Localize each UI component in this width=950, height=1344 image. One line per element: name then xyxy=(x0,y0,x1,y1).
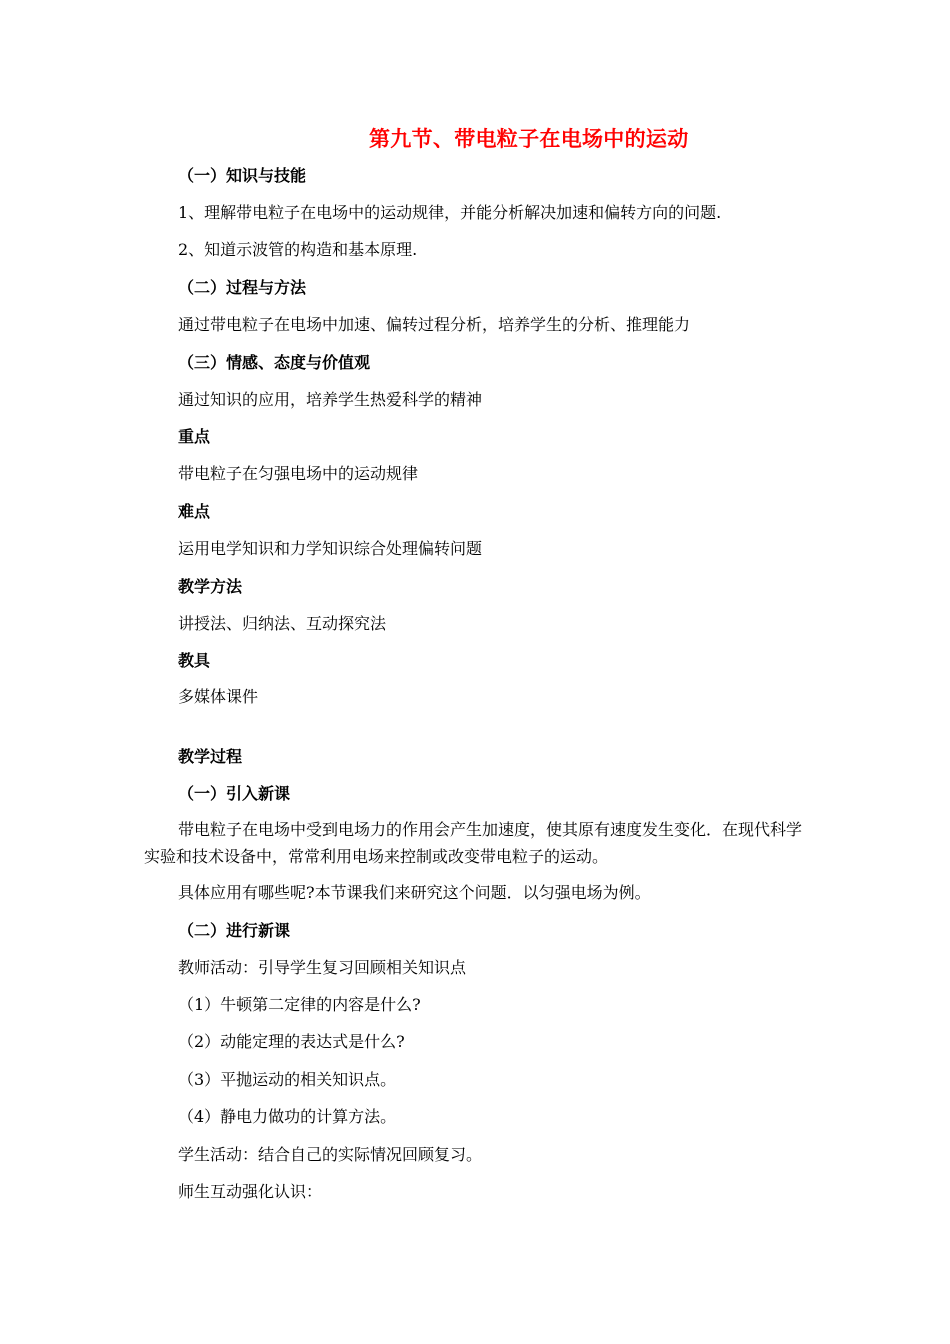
method-text: 讲授法、归纳法、互动探究法 xyxy=(178,614,387,633)
key-point-heading: 重点 xyxy=(178,427,211,446)
new-lesson-heading: （二）进行新课 xyxy=(178,921,291,940)
intro-paragraph: 带电粒子在电场中受到电场力的作用会产生加速度，使其原有速度发生变化．在现代科学实验和技术设备中，常常利用电场来控制或改变带电粒子的运动。 xyxy=(144,820,803,866)
intro-question: 具体应用有哪些呢?本节课我们来研究这个问题．以匀强电场为例。 xyxy=(178,883,651,902)
difficulty-text: 运用电学知识和力学知识综合处理偏转问题 xyxy=(178,539,483,558)
interaction-text: 师生互动强化认识： xyxy=(178,1182,323,1201)
knowledge-heading: （一）知识与技能 xyxy=(178,166,307,185)
method-heading: 教学方法 xyxy=(178,577,243,596)
question-1: （1）牛顿第二定律的内容是什么? xyxy=(178,995,421,1014)
knowledge-item-1: 1、理解带电粒子在电场中的运动规律，并能分析解决加速和偏转方向的问题. xyxy=(178,203,722,222)
document-title: 第九节、带电粒子在电场中的运动 xyxy=(369,127,689,151)
intro-heading: （一）引入新课 xyxy=(178,784,291,803)
student-activity: 学生活动：结合自己的实际情况回顾复习。 xyxy=(178,1145,483,1164)
process-method-heading: （二）过程与方法 xyxy=(178,278,307,297)
tools-heading: 教具 xyxy=(178,651,211,670)
teaching-process-heading: 教学过程 xyxy=(178,747,243,766)
emotion-text: 通过知识的应用，培养学生热爱科学的精神 xyxy=(178,390,483,409)
question-4: （4）静电力做功的计算方法。 xyxy=(178,1107,397,1126)
process-method-text: 通过带电粒子在电场中加速、偏转过程分析，培养学生的分析、推理能力 xyxy=(178,315,691,334)
question-2: （2）动能定理的表达式是什么? xyxy=(178,1032,405,1051)
emotion-heading: （三）情感、态度与价值观 xyxy=(178,353,371,372)
tools-text: 多媒体课件 xyxy=(178,687,259,706)
difficulty-heading: 难点 xyxy=(178,502,211,521)
key-point-text: 带电粒子在匀强电场中的运动规律 xyxy=(178,464,419,483)
question-3: （3）平抛运动的相关知识点。 xyxy=(178,1070,397,1089)
teacher-activity: 教师活动：引导学生复习回顾相关知识点 xyxy=(178,958,467,977)
knowledge-item-2: 2、知道示波管的构造和基本原理. xyxy=(178,240,418,259)
